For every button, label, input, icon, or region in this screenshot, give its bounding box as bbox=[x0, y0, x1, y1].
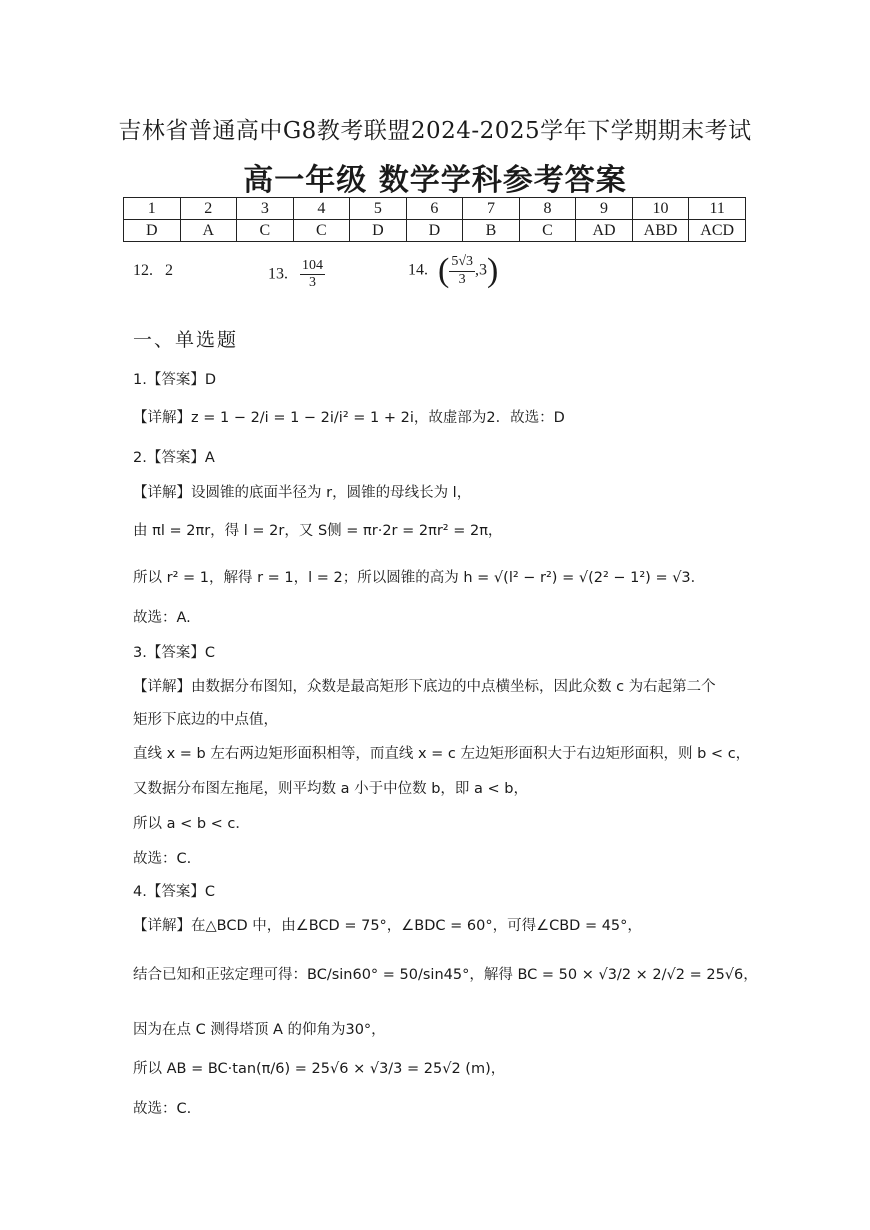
question-number-row bbox=[124, 198, 746, 220]
answer-value: 2 bbox=[165, 262, 173, 279]
table-cell: C bbox=[237, 220, 294, 242]
fraction bbox=[449, 254, 475, 287]
table-cell: A bbox=[180, 220, 237, 242]
table-cell: C bbox=[293, 220, 350, 242]
answer-table bbox=[123, 197, 746, 242]
table-cell: D bbox=[406, 220, 463, 242]
right-paren: ) bbox=[487, 252, 499, 289]
detail-line: 因为在点 C 测得塔顶 A 的仰角为30°， bbox=[133, 1022, 386, 1038]
denominator: 3 bbox=[458, 271, 466, 287]
answer-line: 4.【答案】C bbox=[133, 884, 215, 900]
table-cell: ABD bbox=[632, 220, 689, 242]
table-cell: 9 bbox=[576, 198, 633, 220]
detail-line: 结合已知和正弦定理可得：BC/sin60° = 50/sin45°，解得 BC = 50 × √3/2 × 2/√2 = 25√6， bbox=[133, 967, 758, 983]
detail-line: 由 πl = 2πr，得 l = 2r，又 S侧 = πr·2r = 2πr² = 2π， bbox=[133, 523, 503, 539]
detail-line: 又数据分布图左拖尾，则平均数 a 小于中位数 b，即 a < b， bbox=[133, 781, 528, 797]
detail-line: 所以 r² = 1，解得 r = 1，l = 2；所以圆锥的高为 h = √(l² − r²) = √(2² − 1²) = √3． bbox=[133, 570, 706, 586]
numerator: 5√3 bbox=[449, 254, 475, 271]
table-cell: D bbox=[350, 220, 407, 242]
fill-answer-14 bbox=[408, 254, 498, 288]
answer-row bbox=[124, 220, 746, 242]
exam-title: 吉林省普通高中G8教考联盟2024-2025学年下学期期末考试 bbox=[118, 118, 752, 144]
section-heading: 一、单选题 bbox=[133, 329, 239, 351]
detail-line: 矩形下底边的中点值， bbox=[133, 712, 278, 728]
table-cell: D bbox=[124, 220, 181, 242]
table-cell: 4 bbox=[293, 198, 350, 220]
choice-line: 故选：A. bbox=[133, 610, 191, 626]
choice-line: 故选：C. bbox=[133, 1101, 192, 1117]
fill-answer-13 bbox=[268, 258, 325, 291]
detail-line: 【详解】设圆锥的底面半径为 r，圆锥的母线长为 l， bbox=[133, 485, 472, 501]
detail-line: 【详解】在△BCD 中，由∠BCD = 75°，∠BDC = 60°，可得∠CBD = 45°， bbox=[133, 918, 642, 934]
detail-line: 直线 x = b 左右两边矩形面积相等，而直线 x = c 左边矩形面积大于右边矩形面积，则 b < c， bbox=[133, 746, 751, 762]
detail-line: 【详解】z = 1 − 2/i = 1 − 2i/i² = 1 + 2i，故虚部为2．故选：D bbox=[133, 410, 565, 426]
table-cell: ACD bbox=[689, 220, 746, 242]
table-cell: 11 bbox=[689, 198, 746, 220]
table-cell: B bbox=[463, 220, 520, 242]
detail-line: 所以 a < b < c． bbox=[133, 816, 250, 832]
denominator: 3 bbox=[309, 275, 316, 291]
table-cell: 6 bbox=[406, 198, 463, 220]
left-paren: ( bbox=[438, 252, 450, 289]
detail-line: 所以 AB = BC·tan(π/6) = 25√6 × √3/3 = 25√2 (m)， bbox=[133, 1061, 506, 1077]
table-cell: 5 bbox=[350, 198, 407, 220]
question-label: 13. bbox=[268, 265, 288, 283]
table-cell: 1 bbox=[124, 198, 181, 220]
numerator: 104 bbox=[300, 258, 325, 275]
question-label: 12. bbox=[133, 262, 153, 279]
interval-tail: ,3 bbox=[475, 261, 488, 279]
answer-key-title: 高一年级 数学学科参考答案 bbox=[243, 163, 627, 198]
choice-line: 故选：C. bbox=[133, 851, 192, 867]
table-cell: 10 bbox=[632, 198, 689, 220]
fraction bbox=[300, 258, 325, 291]
answer-line: 3.【答案】C bbox=[133, 645, 215, 661]
table-cell: 3 bbox=[237, 198, 294, 220]
table-cell: C bbox=[519, 220, 576, 242]
table-cell: AD bbox=[576, 220, 633, 242]
fill-answer-12 bbox=[133, 262, 173, 280]
table-cell: 8 bbox=[519, 198, 576, 220]
answer-line: 2.【答案】A bbox=[133, 450, 215, 466]
detail-line: 【详解】由数据分布图知，众数是最高矩形下底边的中点横坐标，因此众数 c 为右起第二个 bbox=[133, 679, 716, 695]
table-cell: 2 bbox=[180, 198, 237, 220]
answer-line: 1.【答案】D bbox=[133, 372, 216, 388]
table-cell: 7 bbox=[463, 198, 520, 220]
question-label: 14. bbox=[408, 261, 428, 279]
